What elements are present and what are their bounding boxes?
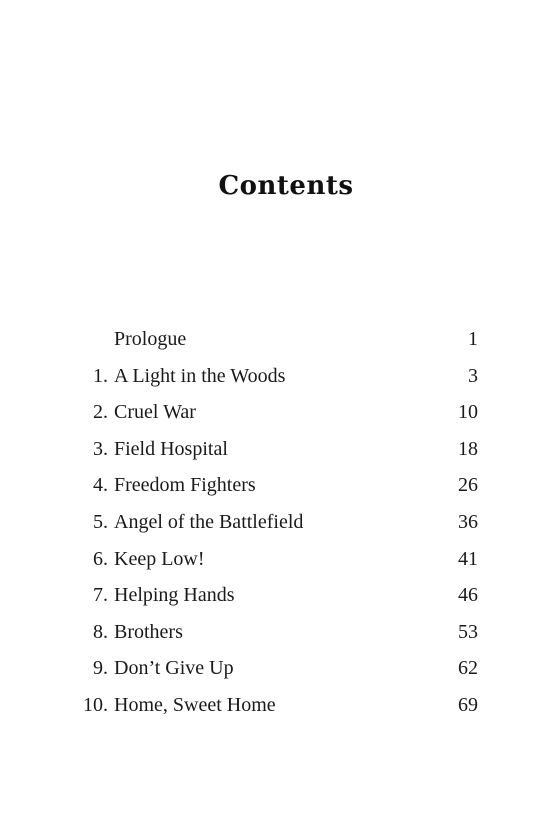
toc-entry-prologue — [0, 321, 560, 357]
toc-entry-chapter-9 — [0, 650, 560, 686]
toc-entry-chapter-3 — [0, 431, 560, 467]
toc-entry-page: 41 — [458, 547, 478, 570]
toc-entry-chapter-6 — [0, 541, 560, 577]
toc-entry-page: 10 — [458, 401, 478, 424]
toc-entry-title: Home, Sweet Home — [114, 694, 276, 716]
toc-entry-page: 1 — [468, 328, 478, 350]
toc-entry-title: Freedom Fighters — [114, 474, 256, 497]
toc-entry-number: 4. — [93, 474, 108, 497]
toc-entry-chapter-7 — [0, 577, 560, 613]
toc-entry-page: 26 — [458, 474, 478, 497]
toc-entry-title: Cruel War — [114, 401, 196, 424]
toc-entry-number: 6. — [93, 547, 108, 570]
toc-entry-chapter-2 — [0, 394, 560, 430]
toc-entry-number: 8. — [93, 620, 108, 643]
toc-entry-title: Angel of the Battlefield — [114, 511, 304, 533]
toc-entry-chapter-10 — [0, 687, 560, 723]
toc-entry-chapter-4 — [0, 467, 560, 503]
toc-entry-chapter-1 — [0, 358, 560, 394]
toc-entry-page: 69 — [458, 694, 478, 716]
toc-entry-title: Don’t Give Up — [114, 657, 234, 680]
toc-entry-title: Prologue — [114, 328, 187, 350]
toc-entry-number: 5. — [93, 511, 108, 533]
toc-entry-page: 53 — [458, 620, 478, 643]
toc-entry-title: Field Hospital — [114, 437, 228, 460]
toc-entry-title: Brothers — [114, 620, 183, 643]
page-title: Contents — [218, 171, 354, 201]
toc-entry-title: A Light in the Woods — [114, 364, 286, 387]
toc-entry-number: 7. — [93, 584, 108, 607]
toc-entry-number: 10. — [83, 694, 108, 716]
toc-entry-chapter-8 — [0, 614, 560, 650]
toc-entry-number: 1. — [93, 364, 108, 387]
toc-entry-title: Keep Low! — [114, 547, 205, 570]
toc-entry-page: 18 — [458, 437, 478, 460]
toc-entry-chapter-5 — [0, 504, 560, 540]
toc-entry-number: 3. — [93, 437, 108, 460]
toc-entry-page: 46 — [458, 584, 478, 607]
toc-entry-page: 62 — [458, 657, 478, 680]
toc-entry-number: 9. — [93, 657, 108, 680]
toc-entry-number: 2. — [93, 401, 108, 424]
toc-entry-page: 3 — [468, 364, 478, 387]
toc-entry-page: 36 — [458, 511, 478, 533]
toc-entry-title: Helping Hands — [114, 584, 235, 607]
